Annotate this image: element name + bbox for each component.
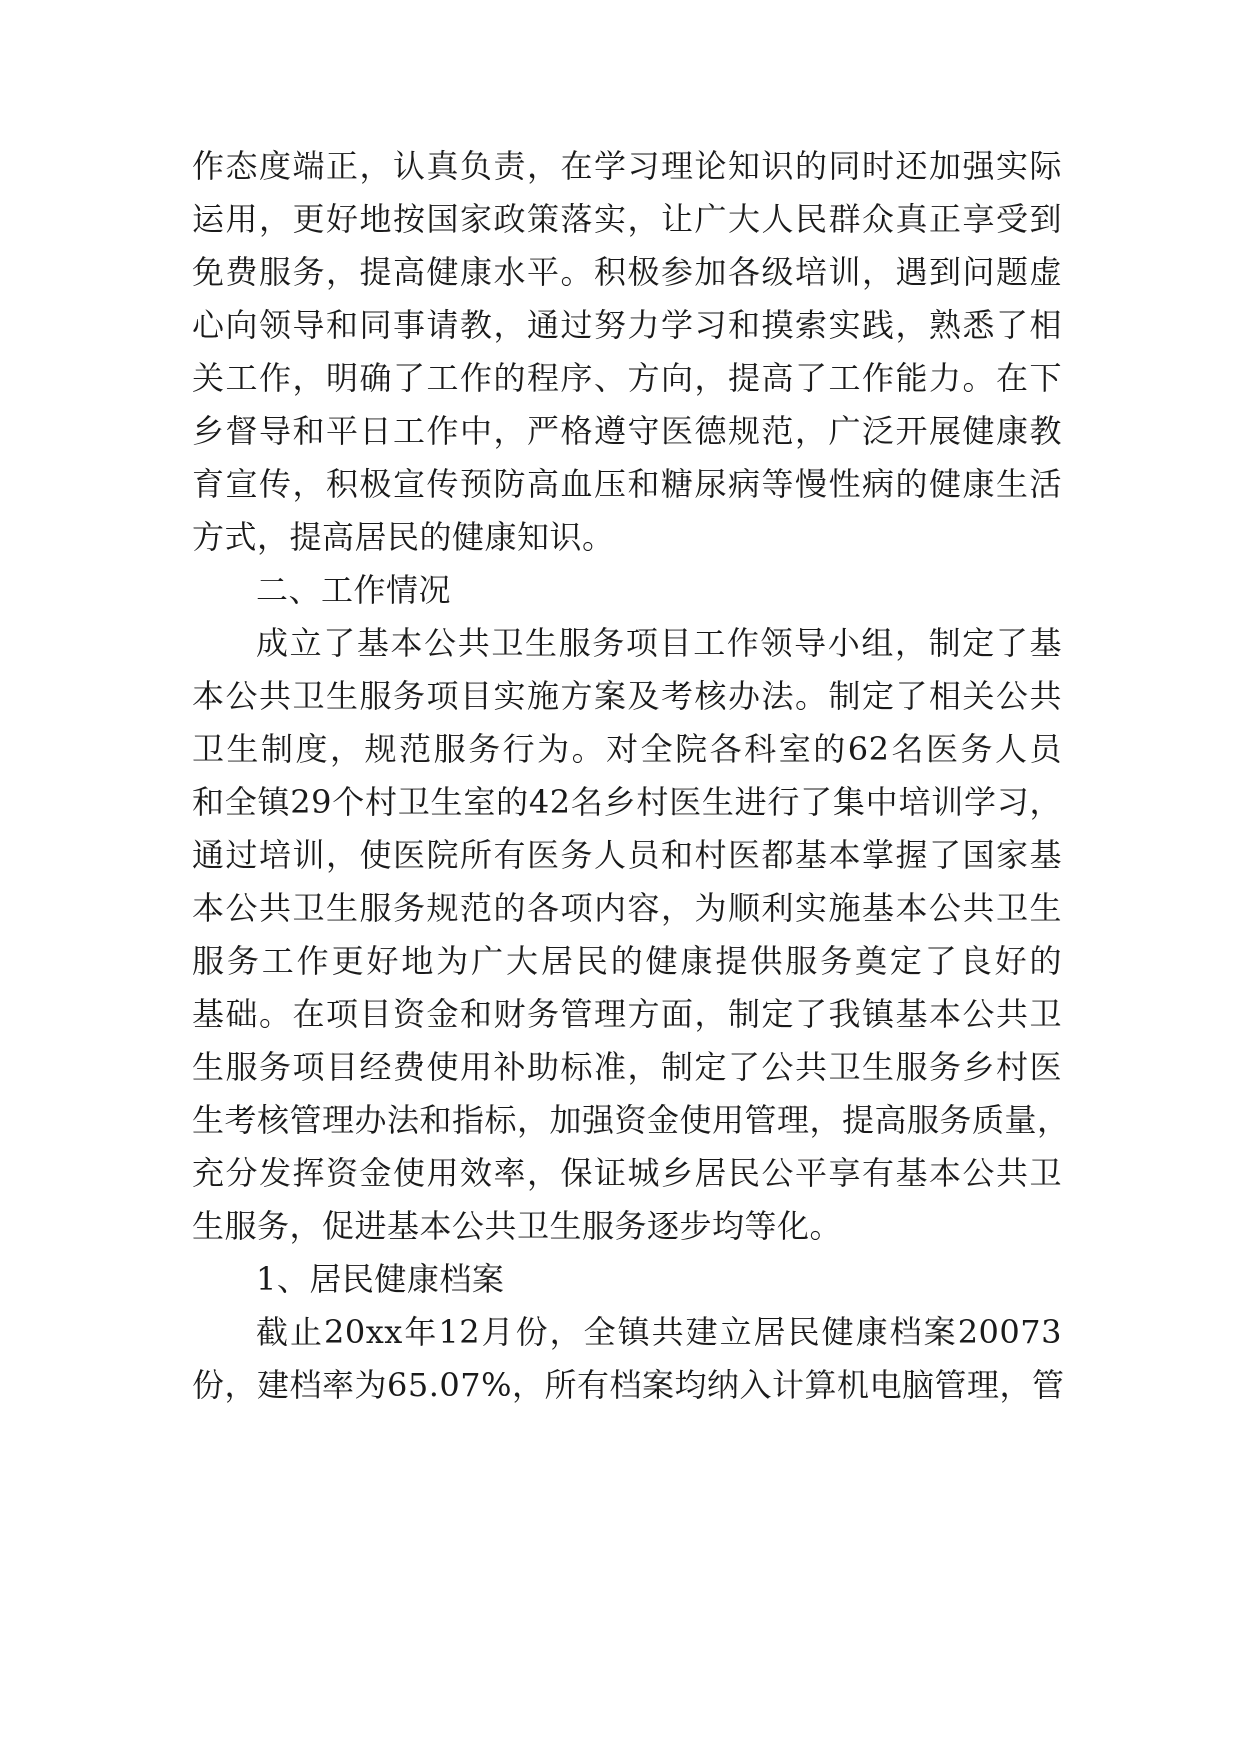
text-line: 生服务，促进基本公共卫生服务逐步均等化。 <box>192 1207 843 1245</box>
text-line: 运用，更好地按国家政策落实，让广大人民群众真正享受到 <box>192 200 1062 238</box>
paragraph-health-records <box>192 1306 1065 1412</box>
section-heading-work-situation: 二、工作情况 <box>256 571 452 609</box>
text-line: 卫生制度，规范服务行为。对全院各科室的62名医务人员 <box>192 730 1062 768</box>
section-heading-health-records: 1、居民健康档案 <box>256 1260 505 1298</box>
text-line: 充分发挥资金使用效率，保证城乡居民公平享有基本公共卫 <box>192 1154 1062 1192</box>
text-line: 免费服务，提高健康水平。积极参加各级培训，遇到问题虚 <box>192 253 1062 291</box>
text-line: 成立了基本公共卫生服务项目工作领导小组，制定了基 <box>256 624 1062 662</box>
text-line: 育宣传，积极宣传预防高血压和糖尿病等慢性病的健康生活 <box>192 465 1062 503</box>
text-line: 截止20xx年12月份，全镇共建立居民健康档案20073 <box>256 1313 1062 1351</box>
text-line: 通过培训，使医院所有医务人员和村医都基本掌握了国家基 <box>192 836 1062 874</box>
document-body <box>192 140 1070 1412</box>
text-line: 作态度端正，认真负责，在学习理论知识的同时还加强实际 <box>192 147 1062 185</box>
text-line: 服务工作更好地为广大居民的健康提供服务奠定了良好的 <box>192 942 1062 980</box>
paragraph-work-situation <box>192 617 1070 1253</box>
text-line: 生服务项目经费使用补助标准，制定了公共卫生服务乡村医 <box>192 1048 1062 1086</box>
paragraph-work-attitude <box>192 140 1062 564</box>
text-line: 本公共卫生服务项目实施方案及考核办法。制定了相关公共 <box>192 677 1062 715</box>
text-line: 本公共卫生服务规范的各项内容，为顺利实施基本公共卫生 <box>192 889 1062 927</box>
text-line: 份，建档率为65.07%，所有档案均纳入计算机电脑管理，管 <box>192 1366 1065 1404</box>
text-line: 乡督导和平日工作中，严格遵守医德规范，广泛开展健康教 <box>192 412 1062 450</box>
text-line: 生考核管理办法和指标，加强资金使用管理，提高服务质量， <box>192 1101 1070 1139</box>
text-line: 基础。在项目资金和财务管理方面，制定了我镇基本公共卫 <box>192 995 1062 1033</box>
text-line: 和全镇29个村卫生室的42名乡村医生进行了集中培训学习， <box>192 783 1062 821</box>
text-line: 方式，提高居民的健康知识。 <box>192 518 615 556</box>
text-line: 关工作，明确了工作的程序、方向，提高了工作能力。在下 <box>192 359 1062 397</box>
text-line: 心向领导和同事请教，通过努力学习和摸索实践，熟悉了相 <box>192 306 1062 344</box>
